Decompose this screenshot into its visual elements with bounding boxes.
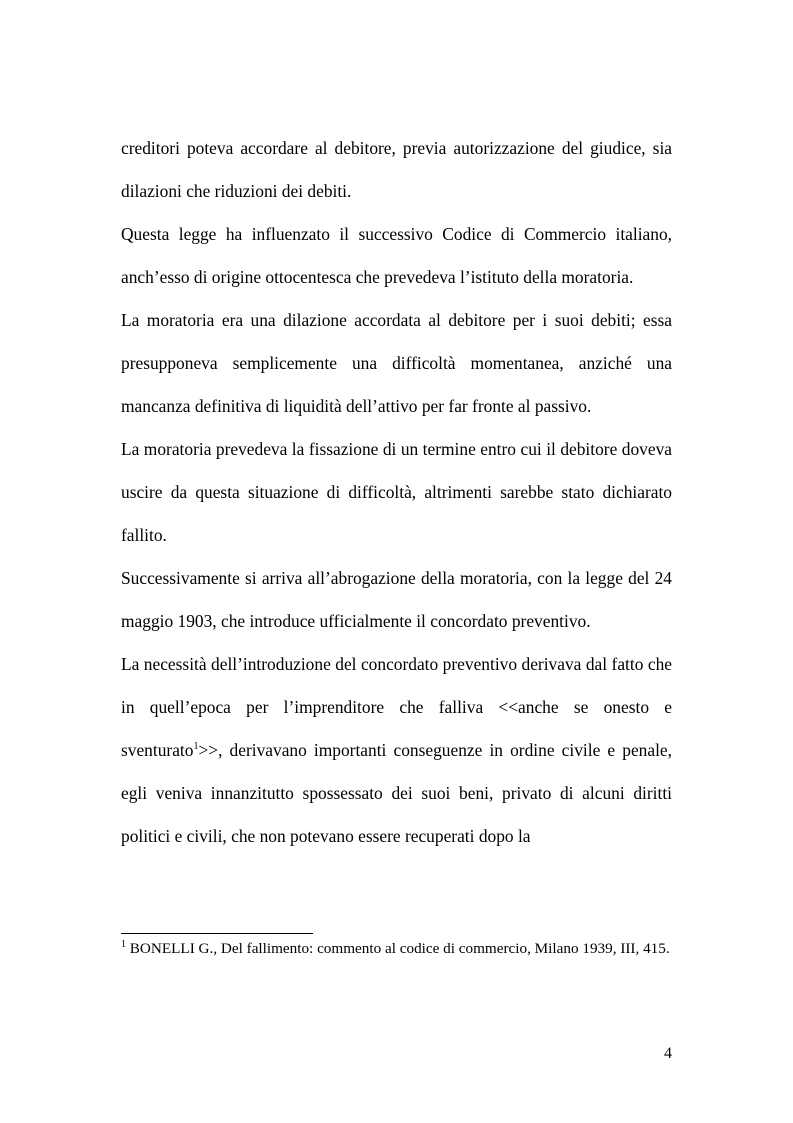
body-text bbox=[121, 127, 672, 858]
paragraph-5: Successivamente si arriva all’abrogazione della moratoria, con la legge del 24 maggio 1903, che introduce ufficialmente il concordato preventivo. bbox=[121, 568, 672, 631]
page-number: 4 bbox=[664, 1045, 672, 1062]
footnote-reference[interactable]: 1 bbox=[193, 741, 199, 752]
footnote bbox=[121, 938, 672, 959]
paragraph-6-text-after: >>, derivavano importanti conseguenze in ordine civile e penale, egli veniva innanzitutto spossessato dei suoi beni, privato di alcuni diritti politici e civili, che non potevano essere recuperati dopo la bbox=[121, 740, 672, 846]
paragraph-4: La moratoria prevedeva la fissazione di un termine entro cui il debitore doveva uscire da questa situazione di difficoltà, altrimenti sarebbe stato dichiarato fallito. bbox=[121, 439, 672, 545]
paragraph-6-text-before: La necessità dell’introduzione del concordato preventivo derivava dal fatto che in quell’epoca per l’imprenditore che falliva <<anche se onesto e sventurato bbox=[121, 654, 672, 760]
paragraph-1: creditori poteva accordare al debitore, previa autorizzazione del giudice, sia dilazioni che riduzioni dei debiti. bbox=[121, 138, 672, 201]
paragraph-3: La moratoria era una dilazione accordata al debitore per i suoi debiti; essa presupponeva semplicemente una difficoltà momentanea, anziché una mancanza definitiva di liquidità dell’attivo per far fronte al passivo. bbox=[121, 310, 672, 416]
footnote-separator bbox=[121, 933, 313, 934]
footnote-text: BONELLI G., Del fallimento: commento al codice di commercio, Milano 1939, III, 415. bbox=[129, 940, 670, 957]
paragraph-6 bbox=[121, 643, 672, 858]
paragraph-2: Questa legge ha influenzato il successivo Codice di Commercio italiano, anch’esso di origine ottocentesca che prevedeva l’istituto della moratoria. bbox=[121, 224, 672, 287]
footnote-number: 1 bbox=[121, 939, 126, 950]
